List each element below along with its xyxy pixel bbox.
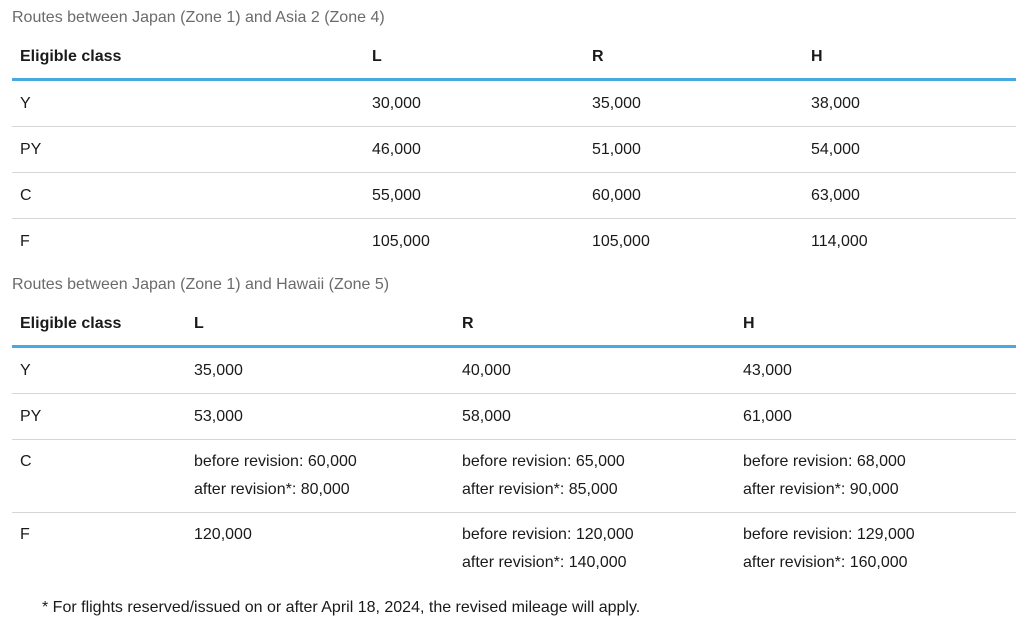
table-row [12, 440, 1016, 513]
l-cell: 55,000 [364, 173, 584, 219]
r-cell: 60,000 [584, 173, 803, 219]
class-label: C [20, 453, 32, 470]
l-cell: 53,000 [186, 394, 454, 440]
table-row [12, 80, 1016, 127]
hawaii-mileage-table [12, 302, 1016, 586]
class-cell [12, 440, 186, 513]
header-l: L [364, 35, 584, 80]
table-row [12, 513, 1016, 586]
table-row [12, 347, 1016, 394]
asia-mileage-table [12, 35, 1016, 264]
after-revision-value: after revision*: 80,000 [194, 481, 350, 498]
class-cell: C [12, 173, 364, 219]
mileage-value: 120,000 [194, 526, 252, 543]
header-h: H [803, 35, 1016, 80]
before-revision-value: before revision: 65,000 [462, 453, 625, 470]
table-header-row [12, 302, 1016, 347]
table-row [12, 219, 1016, 265]
header-h: H [735, 302, 1016, 347]
r-cell: 58,000 [454, 394, 735, 440]
before-revision-value: before revision: 68,000 [743, 453, 906, 470]
l-cell: 30,000 [364, 80, 584, 127]
class-cell: PY [12, 127, 364, 173]
after-revision-value: after revision*: 140,000 [462, 554, 627, 571]
header-l: L [186, 302, 454, 347]
l-cell: 35,000 [186, 347, 454, 394]
l-cell [186, 513, 454, 586]
h-cell: 54,000 [803, 127, 1016, 173]
before-revision-value: before revision: 60,000 [194, 453, 357, 470]
after-revision-value: after revision*: 90,000 [743, 481, 899, 498]
r-cell: 40,000 [454, 347, 735, 394]
table-row [12, 173, 1016, 219]
class-cell: F [20, 232, 30, 250]
class-label: F [20, 526, 30, 543]
r-cell: 105,000 [592, 232, 650, 250]
header-eligible-class: Eligible class [12, 302, 186, 347]
r-cell: 51,000 [584, 127, 803, 173]
after-revision-value: after revision*: 160,000 [743, 554, 908, 571]
header-eligible-class: Eligible class [12, 35, 364, 80]
table-row [12, 394, 1016, 440]
h-cell: 114,000 [811, 232, 868, 250]
class-cell [12, 513, 186, 586]
l-cell: 105,000 [372, 232, 430, 250]
table-row [12, 127, 1016, 173]
l-cell [186, 440, 454, 513]
h-cell [735, 513, 1016, 586]
class-cell: Y [12, 347, 186, 394]
before-revision-value: before revision: 120,000 [462, 526, 634, 543]
r-cell [454, 513, 735, 586]
class-cell: Y [12, 80, 364, 127]
header-r: R [584, 35, 803, 80]
table-header-row [12, 35, 1016, 80]
revision-footnote: * For flights reserved/issued on or after April 18, 2024, the revised mileage will apply. [42, 599, 641, 616]
header-r: R [454, 302, 735, 347]
class-cell: PY [12, 394, 186, 440]
h-cell: 63,000 [803, 173, 1016, 219]
asia-table-caption: Routes between Japan (Zone 1) and Asia 2 (Zone 4) [12, 9, 385, 26]
h-cell: 38,000 [803, 80, 1016, 127]
h-cell: 43,000 [735, 347, 1016, 394]
h-cell [735, 440, 1016, 513]
before-revision-value: before revision: 129,000 [743, 526, 915, 543]
hawaii-table-caption: Routes between Japan (Zone 1) and Hawaii (Zone 5) [12, 276, 390, 293]
r-cell [454, 440, 735, 513]
h-cell: 61,000 [735, 394, 1016, 440]
after-revision-value: after revision*: 85,000 [462, 481, 618, 498]
l-cell: 46,000 [364, 127, 584, 173]
r-cell: 35,000 [584, 80, 803, 127]
